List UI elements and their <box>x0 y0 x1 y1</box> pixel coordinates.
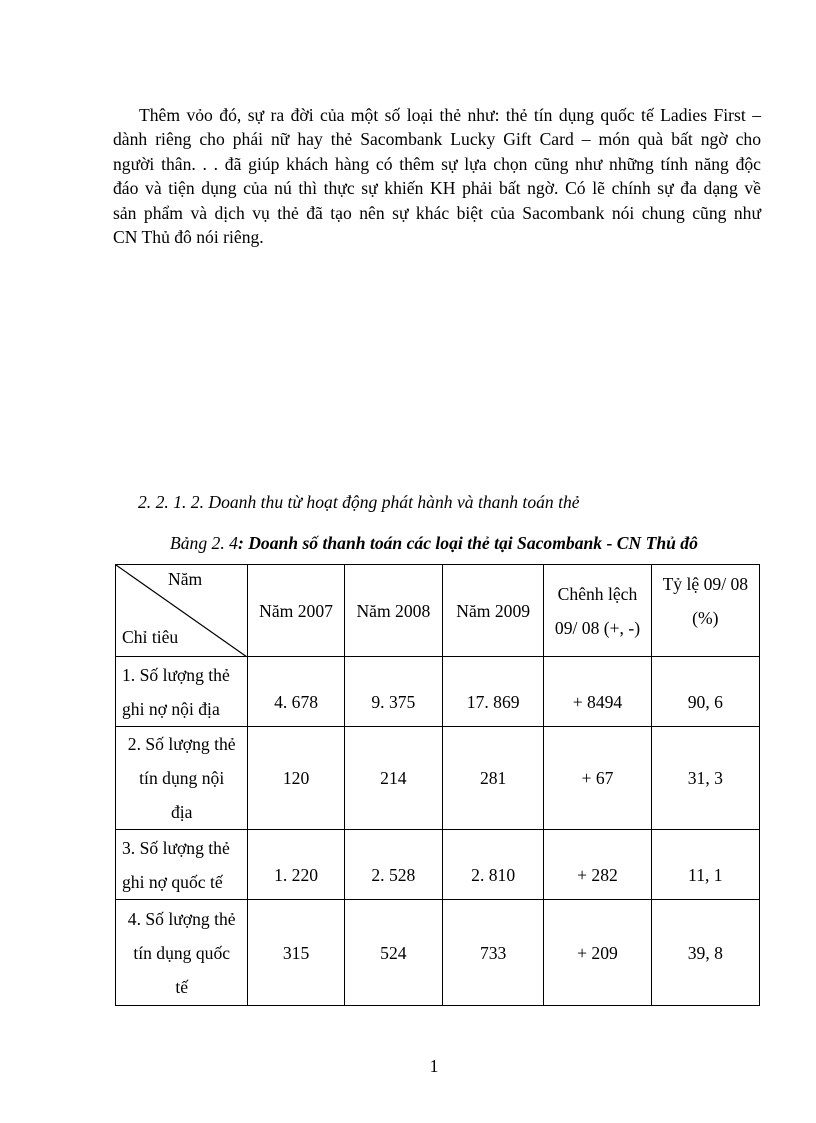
table-row <box>116 727 760 830</box>
row-label <box>116 900 248 1006</box>
row-label-line: 2. Số lượng thẻ <box>127 734 236 754</box>
cell-2007: 315 <box>248 900 344 1006</box>
card-sales-table <box>115 564 760 1006</box>
cell-difference: + 8494 <box>544 657 651 727</box>
table-corner-cell <box>116 565 248 657</box>
table-caption-prefix: Bảng 2. 4 <box>170 533 238 553</box>
cell-2008: 2. 528 <box>344 830 442 900</box>
cell-ratio: 31, 3 <box>651 727 759 830</box>
table-caption <box>170 533 698 554</box>
corner-year-label: Năm <box>168 569 203 589</box>
row-label <box>116 727 248 830</box>
cell-ratio: 90, 6 <box>651 657 759 727</box>
header-2008: Năm 2008 <box>344 565 442 657</box>
row-label <box>116 657 248 727</box>
row-label-line: ghi nợ quốc tế <box>122 871 223 892</box>
row-label-line: tín dụng nội <box>139 768 225 788</box>
cell-2009: 2. 810 <box>443 830 544 900</box>
cell-2008: 524 <box>344 900 442 1006</box>
paragraph-line: sản phẩm và dịch vụ thẻ đã tạo nên sự khác biệt của Sacombank nói chung cũng như <box>113 202 761 223</box>
row-label-line: 1. Số lượng thẻ <box>122 664 230 685</box>
cell-2009: 281 <box>443 727 544 830</box>
row-label <box>116 830 248 900</box>
paragraph-line: đáo và tiện dụng của nú thì thực sự khiến KH phải bất ngờ. Có lẽ chính sự đa dạng về <box>113 178 761 199</box>
header-difference <box>544 565 651 657</box>
section-title: 2. 2. 1. 2. Doanh thu từ hoạt động phát hành và thanh toán thẻ <box>138 492 580 512</box>
cell-2008: 9. 375 <box>344 657 442 727</box>
row-label-line: ghi nợ nội địa <box>122 698 220 719</box>
row-label-line: 4. Số lượng thẻ <box>127 908 236 929</box>
cell-2007: 120 <box>248 727 344 830</box>
cell-difference: + 67 <box>544 727 651 830</box>
row-label-line: tế <box>175 976 189 997</box>
table-header-row <box>116 565 760 657</box>
paragraph-line: CN Thủ đô nói riêng. <box>113 227 264 248</box>
header-2009: Năm 2009 <box>443 565 544 657</box>
cell-2008: 214 <box>344 727 442 830</box>
body-paragraph <box>113 103 761 249</box>
row-label-line: tín dụng quốc <box>133 942 231 963</box>
cell-2007: 4. 678 <box>248 657 344 727</box>
row-label-line: 3. Số lượng thẻ <box>122 837 230 858</box>
paragraph-line: Thêm vỏo đó, sự ra đời của một số loại thẻ như: thẻ tín dụng quốc tế Ladies First – <box>139 105 761 125</box>
cell-2009: 733 <box>443 900 544 1006</box>
cell-difference: + 282 <box>544 830 651 900</box>
table-row <box>116 900 760 1006</box>
header-difference-line1: Chênh lệch <box>557 583 638 604</box>
cell-ratio: 39, 8 <box>651 900 759 1006</box>
header-2007: Năm 2007 <box>248 565 344 657</box>
cell-2009: 17. 869 <box>443 657 544 727</box>
row-label-line: địa <box>170 802 193 822</box>
cell-ratio: 11, 1 <box>651 830 759 900</box>
cell-difference: + 209 <box>544 900 651 1006</box>
paragraph-line: người thân. . . đã giúp khách hàng có thêm sự lựa chọn cũng như những tính năng độc <box>113 153 761 174</box>
paragraph-line: dành riêng cho phái nữ hay thẻ Sacombank Lucky Gift Card – món quà bất ngờ cho <box>113 129 761 150</box>
table-row <box>116 830 760 900</box>
cell-2007: 1. 220 <box>248 830 344 900</box>
corner-indicator-label: Chỉ tiêu <box>122 627 179 647</box>
header-ratio-line1: Tỷ lệ 09/ 08 <box>662 574 749 594</box>
table-row <box>116 657 760 727</box>
header-ratio <box>651 565 759 657</box>
header-ratio-line2: (%) <box>692 608 719 628</box>
page-number: 1 <box>429 1056 439 1076</box>
table-caption-title: : Doanh số thanh toán các loại thẻ tại Sacombank - CN Thủ đô <box>237 533 698 553</box>
header-difference-line2: 09/ 08 (+, -) <box>554 617 641 638</box>
